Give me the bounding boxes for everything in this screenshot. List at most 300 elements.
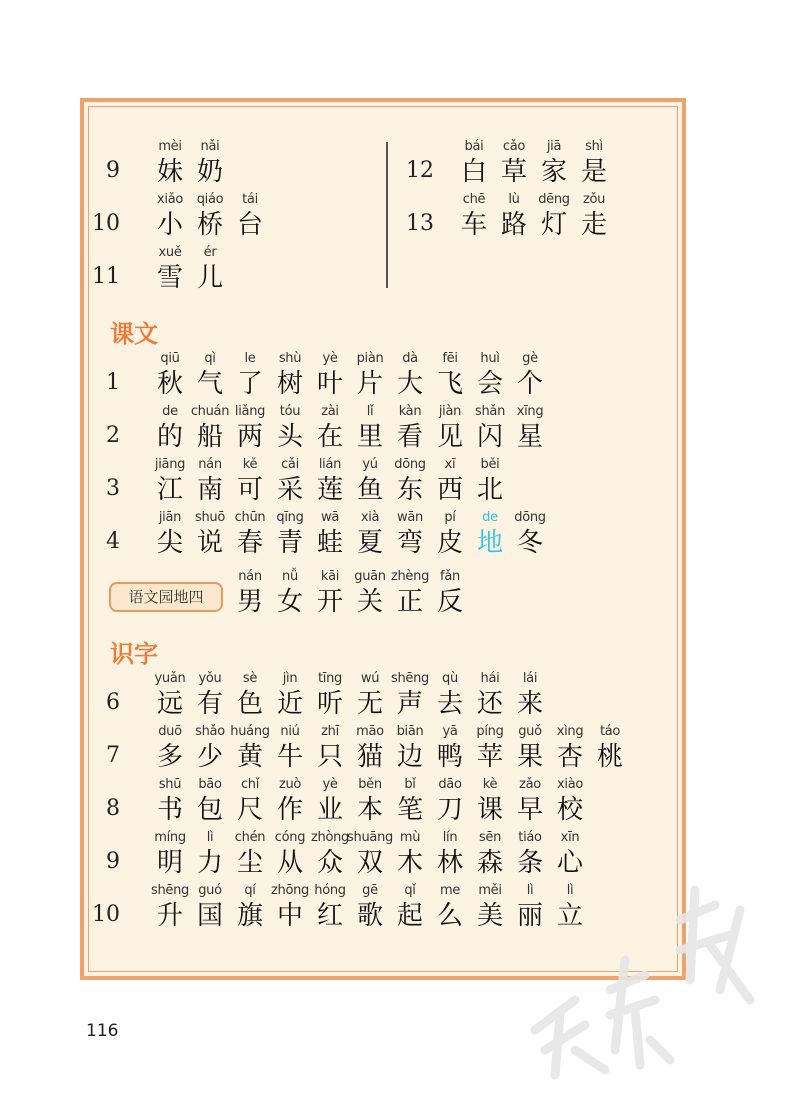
hanzi: 红 xyxy=(316,901,343,931)
pinyin: jiāng xyxy=(154,457,186,472)
character-cell xyxy=(470,350,510,400)
pinyin: wān xyxy=(397,510,423,525)
shizi-row xyxy=(84,670,674,722)
hanzi: 少 xyxy=(196,742,223,772)
hanzi: 气 xyxy=(196,369,223,399)
character-cell xyxy=(230,456,270,506)
pinyin: píng xyxy=(476,724,504,739)
pinyin: shǎn xyxy=(474,404,506,419)
hanzi: 飞 xyxy=(436,369,463,399)
character-cell xyxy=(390,776,430,826)
pinyin: lì xyxy=(526,883,534,898)
pinyin: shū xyxy=(158,777,182,792)
hanzi: 早 xyxy=(516,795,543,825)
pinyin: qiū xyxy=(160,351,180,366)
character-cell xyxy=(574,138,614,188)
hanzi: 采 xyxy=(276,475,303,505)
pinyin: xīng xyxy=(516,404,544,419)
character-cell xyxy=(350,509,390,559)
pinyin: biān xyxy=(396,724,424,739)
character-cell xyxy=(310,350,350,400)
pinyin: chūn xyxy=(234,510,266,525)
pinyin: pí xyxy=(444,510,456,525)
hanzi: 南 xyxy=(196,475,223,505)
pinyin: yú xyxy=(362,457,378,472)
pinyin: běi xyxy=(480,457,500,472)
pinyin: xī xyxy=(444,457,456,472)
character-cell xyxy=(510,403,550,453)
pinyin: fēi xyxy=(442,351,458,366)
pinyin: dōng xyxy=(514,510,546,525)
character-cell xyxy=(510,670,550,720)
pinyin: guǒ xyxy=(518,724,542,739)
hanzi: 个 xyxy=(516,369,543,399)
character-cell xyxy=(190,882,230,932)
lesson-number: 8 xyxy=(106,796,120,821)
character-cell xyxy=(270,456,310,506)
character-cell xyxy=(150,882,190,932)
lesson-number: 12 xyxy=(406,158,434,183)
character-cell xyxy=(347,829,393,879)
hanzi: 桃 xyxy=(596,742,623,772)
hanzi: 业 xyxy=(316,795,343,825)
character-cell xyxy=(190,829,230,879)
hanzi: 鸭 xyxy=(436,742,463,772)
hanzi: 美 xyxy=(476,901,503,931)
pinyin: kāi xyxy=(320,569,340,584)
pinyin: gè xyxy=(522,351,538,366)
character-cell xyxy=(470,403,510,453)
hanzi: 雪 xyxy=(156,263,183,293)
pinyin: zuò xyxy=(278,777,302,792)
lesson-number: 9 xyxy=(106,849,120,874)
hanzi: 西 xyxy=(436,475,463,505)
pinyin: nǎi xyxy=(200,139,220,154)
character-cell xyxy=(550,776,590,826)
character-cell xyxy=(190,244,230,294)
hanzi: 灯 xyxy=(540,210,567,240)
character-cell xyxy=(350,456,390,506)
hanzi: 么 xyxy=(436,901,463,931)
hanzi: 蛙 xyxy=(316,528,343,558)
character-cell xyxy=(510,776,550,826)
pinyin: chǐ xyxy=(240,777,260,792)
hanzi: 苹 xyxy=(476,742,503,772)
hanzi: 近 xyxy=(276,689,303,719)
lesson-number: 7 xyxy=(106,743,120,768)
character-cell xyxy=(390,350,430,400)
pinyin: wā xyxy=(321,510,339,525)
hanzi: 儿 xyxy=(196,263,223,293)
hanzi: 校 xyxy=(556,795,583,825)
pinyin: nán xyxy=(238,569,262,584)
hanzi: 开 xyxy=(316,587,343,617)
kewen-row xyxy=(84,403,674,455)
character-cell xyxy=(350,670,390,720)
hanzi: 头 xyxy=(276,422,303,452)
character-cell xyxy=(430,829,470,879)
pinyin: lì xyxy=(566,883,574,898)
character-cell xyxy=(390,670,430,720)
pinyin: dōng xyxy=(394,457,426,472)
page-number: 116 xyxy=(86,1021,119,1041)
character-cell xyxy=(590,723,630,773)
pinyin: xiǎo xyxy=(156,192,184,207)
character-cell xyxy=(190,670,230,720)
pinyin: yā xyxy=(442,724,458,739)
hanzi: 皮 xyxy=(436,528,463,558)
hanzi: 刀 xyxy=(436,795,463,825)
hanzi: 还 xyxy=(476,689,503,719)
hanzi: 无 xyxy=(356,689,383,719)
character-cell xyxy=(534,138,574,188)
watermark-logo xyxy=(515,850,785,1090)
character-cell xyxy=(150,670,190,720)
character-cell xyxy=(150,723,190,773)
hanzi: 东 xyxy=(396,475,423,505)
hanzi: 立 xyxy=(556,901,583,931)
pinyin: tái xyxy=(242,192,258,207)
pinyin: shù xyxy=(278,351,302,366)
character-cell xyxy=(150,244,190,294)
character-cell xyxy=(230,882,270,932)
pinyin: cǎo xyxy=(502,139,526,154)
pinyin: cóng xyxy=(274,830,306,845)
hanzi: 起 xyxy=(396,901,423,931)
hanzi: 莲 xyxy=(316,475,343,505)
lesson-number: 13 xyxy=(406,211,434,236)
character-cell xyxy=(390,509,430,559)
pinyin: bāo xyxy=(198,777,222,792)
pinyin: liǎng xyxy=(234,404,266,419)
pinyin: zhī xyxy=(321,724,339,739)
character-cell xyxy=(150,456,190,506)
pinyin: běn xyxy=(358,777,382,792)
pinyin: yè xyxy=(322,777,338,792)
hanzi: 鱼 xyxy=(356,475,383,505)
hanzi: 夏 xyxy=(356,528,383,558)
character-cell xyxy=(230,350,270,400)
character-cell xyxy=(470,456,510,506)
hanzi: 地 xyxy=(476,528,503,558)
hanzi: 尘 xyxy=(236,848,263,878)
character-cell xyxy=(270,829,310,879)
hanzi: 双 xyxy=(356,848,383,878)
character-cell xyxy=(470,509,510,559)
pinyin: lín xyxy=(442,830,458,845)
hanzi: 看 xyxy=(396,422,423,452)
hanzi: 尺 xyxy=(236,795,263,825)
pinyin: hóng xyxy=(314,883,346,898)
pinyin: zǎo xyxy=(519,777,541,792)
character-cell xyxy=(390,882,430,932)
hanzi: 去 xyxy=(436,689,463,719)
pinyin: yǒu xyxy=(198,671,222,686)
pinyin: mù xyxy=(399,830,421,845)
pinyin: nán xyxy=(198,457,222,472)
pinyin: dāo xyxy=(438,777,462,792)
character-cell xyxy=(190,723,230,773)
yuwen-garden-badge: 语文园地四 xyxy=(109,582,223,612)
pinyin: shuāng xyxy=(347,830,393,845)
hanzi: 见 xyxy=(436,422,463,452)
hanzi: 青 xyxy=(276,528,303,558)
character-cell xyxy=(230,829,270,879)
hanzi: 了 xyxy=(236,369,263,399)
hanzi: 台 xyxy=(236,210,263,240)
hanzi: 可 xyxy=(236,475,263,505)
character-cell xyxy=(310,509,350,559)
hanzi: 里 xyxy=(356,422,383,452)
hanzi: 众 xyxy=(316,848,343,878)
hanzi: 关 xyxy=(356,587,383,617)
character-cell xyxy=(150,350,190,400)
pinyin: qǐ xyxy=(404,883,416,898)
hanzi: 明 xyxy=(156,848,183,878)
pinyin: qù xyxy=(442,671,458,686)
character-cell xyxy=(534,191,574,241)
character-cell xyxy=(310,403,350,453)
hanzi: 森 xyxy=(476,848,503,878)
pinyin: xuě xyxy=(158,245,182,260)
character-cell xyxy=(390,403,430,453)
pinyin: gē xyxy=(362,883,378,898)
character-cell xyxy=(310,829,350,879)
hanzi: 笔 xyxy=(396,795,423,825)
pinyin: cǎi xyxy=(281,457,299,472)
character-cell xyxy=(270,568,310,618)
character-cell xyxy=(190,403,230,453)
vocabulary-panel xyxy=(80,98,686,980)
hanzi: 牛 xyxy=(276,742,303,772)
hanzi: 条 xyxy=(516,848,543,878)
character-cell xyxy=(510,509,550,559)
pinyin: qí xyxy=(244,883,256,898)
pinyin: míng xyxy=(154,830,186,845)
hanzi: 色 xyxy=(236,689,263,719)
hanzi: 旗 xyxy=(236,901,263,931)
hanzi: 正 xyxy=(396,587,423,617)
pinyin: xiào xyxy=(556,777,584,792)
pinyin: nǚ xyxy=(282,569,298,584)
pinyin: de xyxy=(162,404,178,419)
shizi-row xyxy=(84,776,674,828)
hanzi: 大 xyxy=(396,369,423,399)
character-cell xyxy=(390,829,430,879)
pinyin: bái xyxy=(464,139,484,154)
hanzi: 听 xyxy=(316,689,343,719)
section-title-kewen: 课文 xyxy=(110,319,158,348)
character-cell xyxy=(350,882,390,932)
kewen-row xyxy=(84,456,674,508)
hanzi: 船 xyxy=(196,422,223,452)
character-cell xyxy=(190,456,230,506)
pinyin: qiáo xyxy=(196,192,224,207)
pinyin: tiáo xyxy=(518,830,542,845)
pinyin: jiàn xyxy=(438,404,462,419)
lesson-number: 10 xyxy=(92,211,120,236)
hanzi: 妹 xyxy=(156,157,183,187)
character-cell xyxy=(270,882,310,932)
hanzi: 片 xyxy=(356,369,383,399)
hanzi: 江 xyxy=(156,475,183,505)
lesson-number: 10 xyxy=(92,902,120,927)
hanzi: 奶 xyxy=(196,157,223,187)
pinyin: qì xyxy=(204,351,216,366)
pinyin: lián xyxy=(318,457,342,472)
character-cell xyxy=(350,568,390,618)
character-cell xyxy=(310,670,350,720)
character-cell xyxy=(270,403,310,453)
pinyin: kě xyxy=(242,457,258,472)
character-cell xyxy=(150,509,190,559)
hanzi: 多 xyxy=(156,742,183,772)
hanzi: 叶 xyxy=(316,369,343,399)
pinyin: kè xyxy=(482,777,498,792)
pinyin: lì xyxy=(206,830,214,845)
character-cell xyxy=(230,723,270,773)
hanzi: 说 xyxy=(196,528,223,558)
pinyin: chuán xyxy=(190,404,230,419)
hanzi: 桥 xyxy=(196,210,223,240)
character-cell xyxy=(270,509,310,559)
pinyin: piàn xyxy=(356,351,384,366)
character-cell xyxy=(390,568,430,618)
hanzi: 猫 xyxy=(356,742,383,772)
kewen-row xyxy=(84,350,674,402)
character-cell xyxy=(430,670,470,720)
character-cell xyxy=(430,723,470,773)
pinyin: xìng xyxy=(556,724,584,739)
pinyin: shēng xyxy=(150,883,189,898)
hanzi: 本 xyxy=(356,795,383,825)
hanzi: 国 xyxy=(196,901,223,931)
pinyin: kàn xyxy=(398,404,422,419)
character-cell xyxy=(470,882,510,932)
character-cell xyxy=(230,509,270,559)
pinyin: hái xyxy=(480,671,500,686)
hanzi: 来 xyxy=(516,689,543,719)
pinyin: guó xyxy=(198,883,222,898)
character-cell xyxy=(150,829,190,879)
character-cell xyxy=(310,776,350,826)
character-cell xyxy=(190,350,230,400)
character-cell xyxy=(150,403,190,453)
pinyin: shǎo xyxy=(195,724,225,739)
hanzi: 反 xyxy=(436,587,463,617)
character-cell xyxy=(494,191,534,241)
character-cell xyxy=(190,776,230,826)
pinyin: dēng xyxy=(538,192,570,207)
hanzi: 边 xyxy=(396,742,423,772)
hanzi: 尖 xyxy=(156,528,183,558)
character-cell xyxy=(230,403,270,453)
pinyin: sēn xyxy=(478,830,502,845)
character-cell xyxy=(510,350,550,400)
character-cell xyxy=(310,568,350,618)
character-cell xyxy=(430,350,470,400)
hanzi: 丽 xyxy=(516,901,543,931)
character-cell xyxy=(150,776,190,826)
character-cell xyxy=(350,776,390,826)
pinyin: chē xyxy=(462,192,486,207)
hanzi: 闪 xyxy=(476,422,503,452)
hanzi: 远 xyxy=(156,689,183,719)
hanzi: 路 xyxy=(500,210,527,240)
hanzi: 心 xyxy=(556,848,583,878)
pinyin: jiān xyxy=(158,510,182,525)
section-title-shizi: 识字 xyxy=(110,639,158,668)
character-cell xyxy=(494,138,534,188)
pinyin: māo xyxy=(356,724,384,739)
hanzi: 星 xyxy=(516,422,543,452)
hanzi: 树 xyxy=(276,369,303,399)
pinyin: jìn xyxy=(282,671,298,686)
hanzi: 北 xyxy=(476,475,503,505)
hanzi: 力 xyxy=(196,848,223,878)
character-cell xyxy=(190,509,230,559)
lesson-number: 2 xyxy=(106,423,120,448)
hanzi: 从 xyxy=(276,848,303,878)
character-cell xyxy=(470,670,510,720)
garden-row xyxy=(84,568,674,620)
hanzi: 会 xyxy=(476,369,503,399)
pinyin: shuō xyxy=(194,510,225,525)
pinyin: shì xyxy=(585,139,603,154)
hanzi: 两 xyxy=(236,422,263,452)
pinyin: guān xyxy=(354,569,386,584)
character-cell xyxy=(230,776,270,826)
character-cell xyxy=(430,456,470,506)
hanzi: 书 xyxy=(156,795,183,825)
character-cell xyxy=(390,456,430,506)
hanzi: 车 xyxy=(460,210,487,240)
hanzi: 中 xyxy=(276,901,303,931)
character-cell xyxy=(270,776,310,826)
hanzi: 杏 xyxy=(556,742,583,772)
character-cell xyxy=(350,350,390,400)
hanzi: 男 xyxy=(236,587,263,617)
character-cell xyxy=(470,829,510,879)
character-cell xyxy=(574,191,614,241)
shizi-row xyxy=(84,723,674,775)
pinyin: lǐ xyxy=(366,404,374,419)
hanzi: 小 xyxy=(156,210,183,240)
pinyin: le xyxy=(244,351,256,366)
character-cell xyxy=(454,191,494,241)
hanzi: 黄 xyxy=(236,742,263,772)
pinyin: xià xyxy=(360,510,380,525)
pinyin: tīng xyxy=(317,671,342,686)
character-cell xyxy=(470,723,510,773)
pinyin: zǒu xyxy=(582,192,606,207)
hanzi: 木 xyxy=(396,848,423,878)
character-cell xyxy=(230,670,270,720)
pinyin: shēng xyxy=(390,671,429,686)
pinyin: lù xyxy=(508,192,520,207)
hanzi: 有 xyxy=(196,689,223,719)
hanzi: 秋 xyxy=(156,369,183,399)
character-cell xyxy=(310,723,350,773)
hanzi: 升 xyxy=(156,901,183,931)
lesson-number: 11 xyxy=(92,264,120,289)
pinyin: sè xyxy=(242,671,258,686)
character-cell xyxy=(350,723,390,773)
pinyin: jiā xyxy=(546,139,562,154)
character-cell xyxy=(550,723,590,773)
hanzi: 白 xyxy=(460,157,487,187)
hanzi: 的 xyxy=(156,422,183,452)
